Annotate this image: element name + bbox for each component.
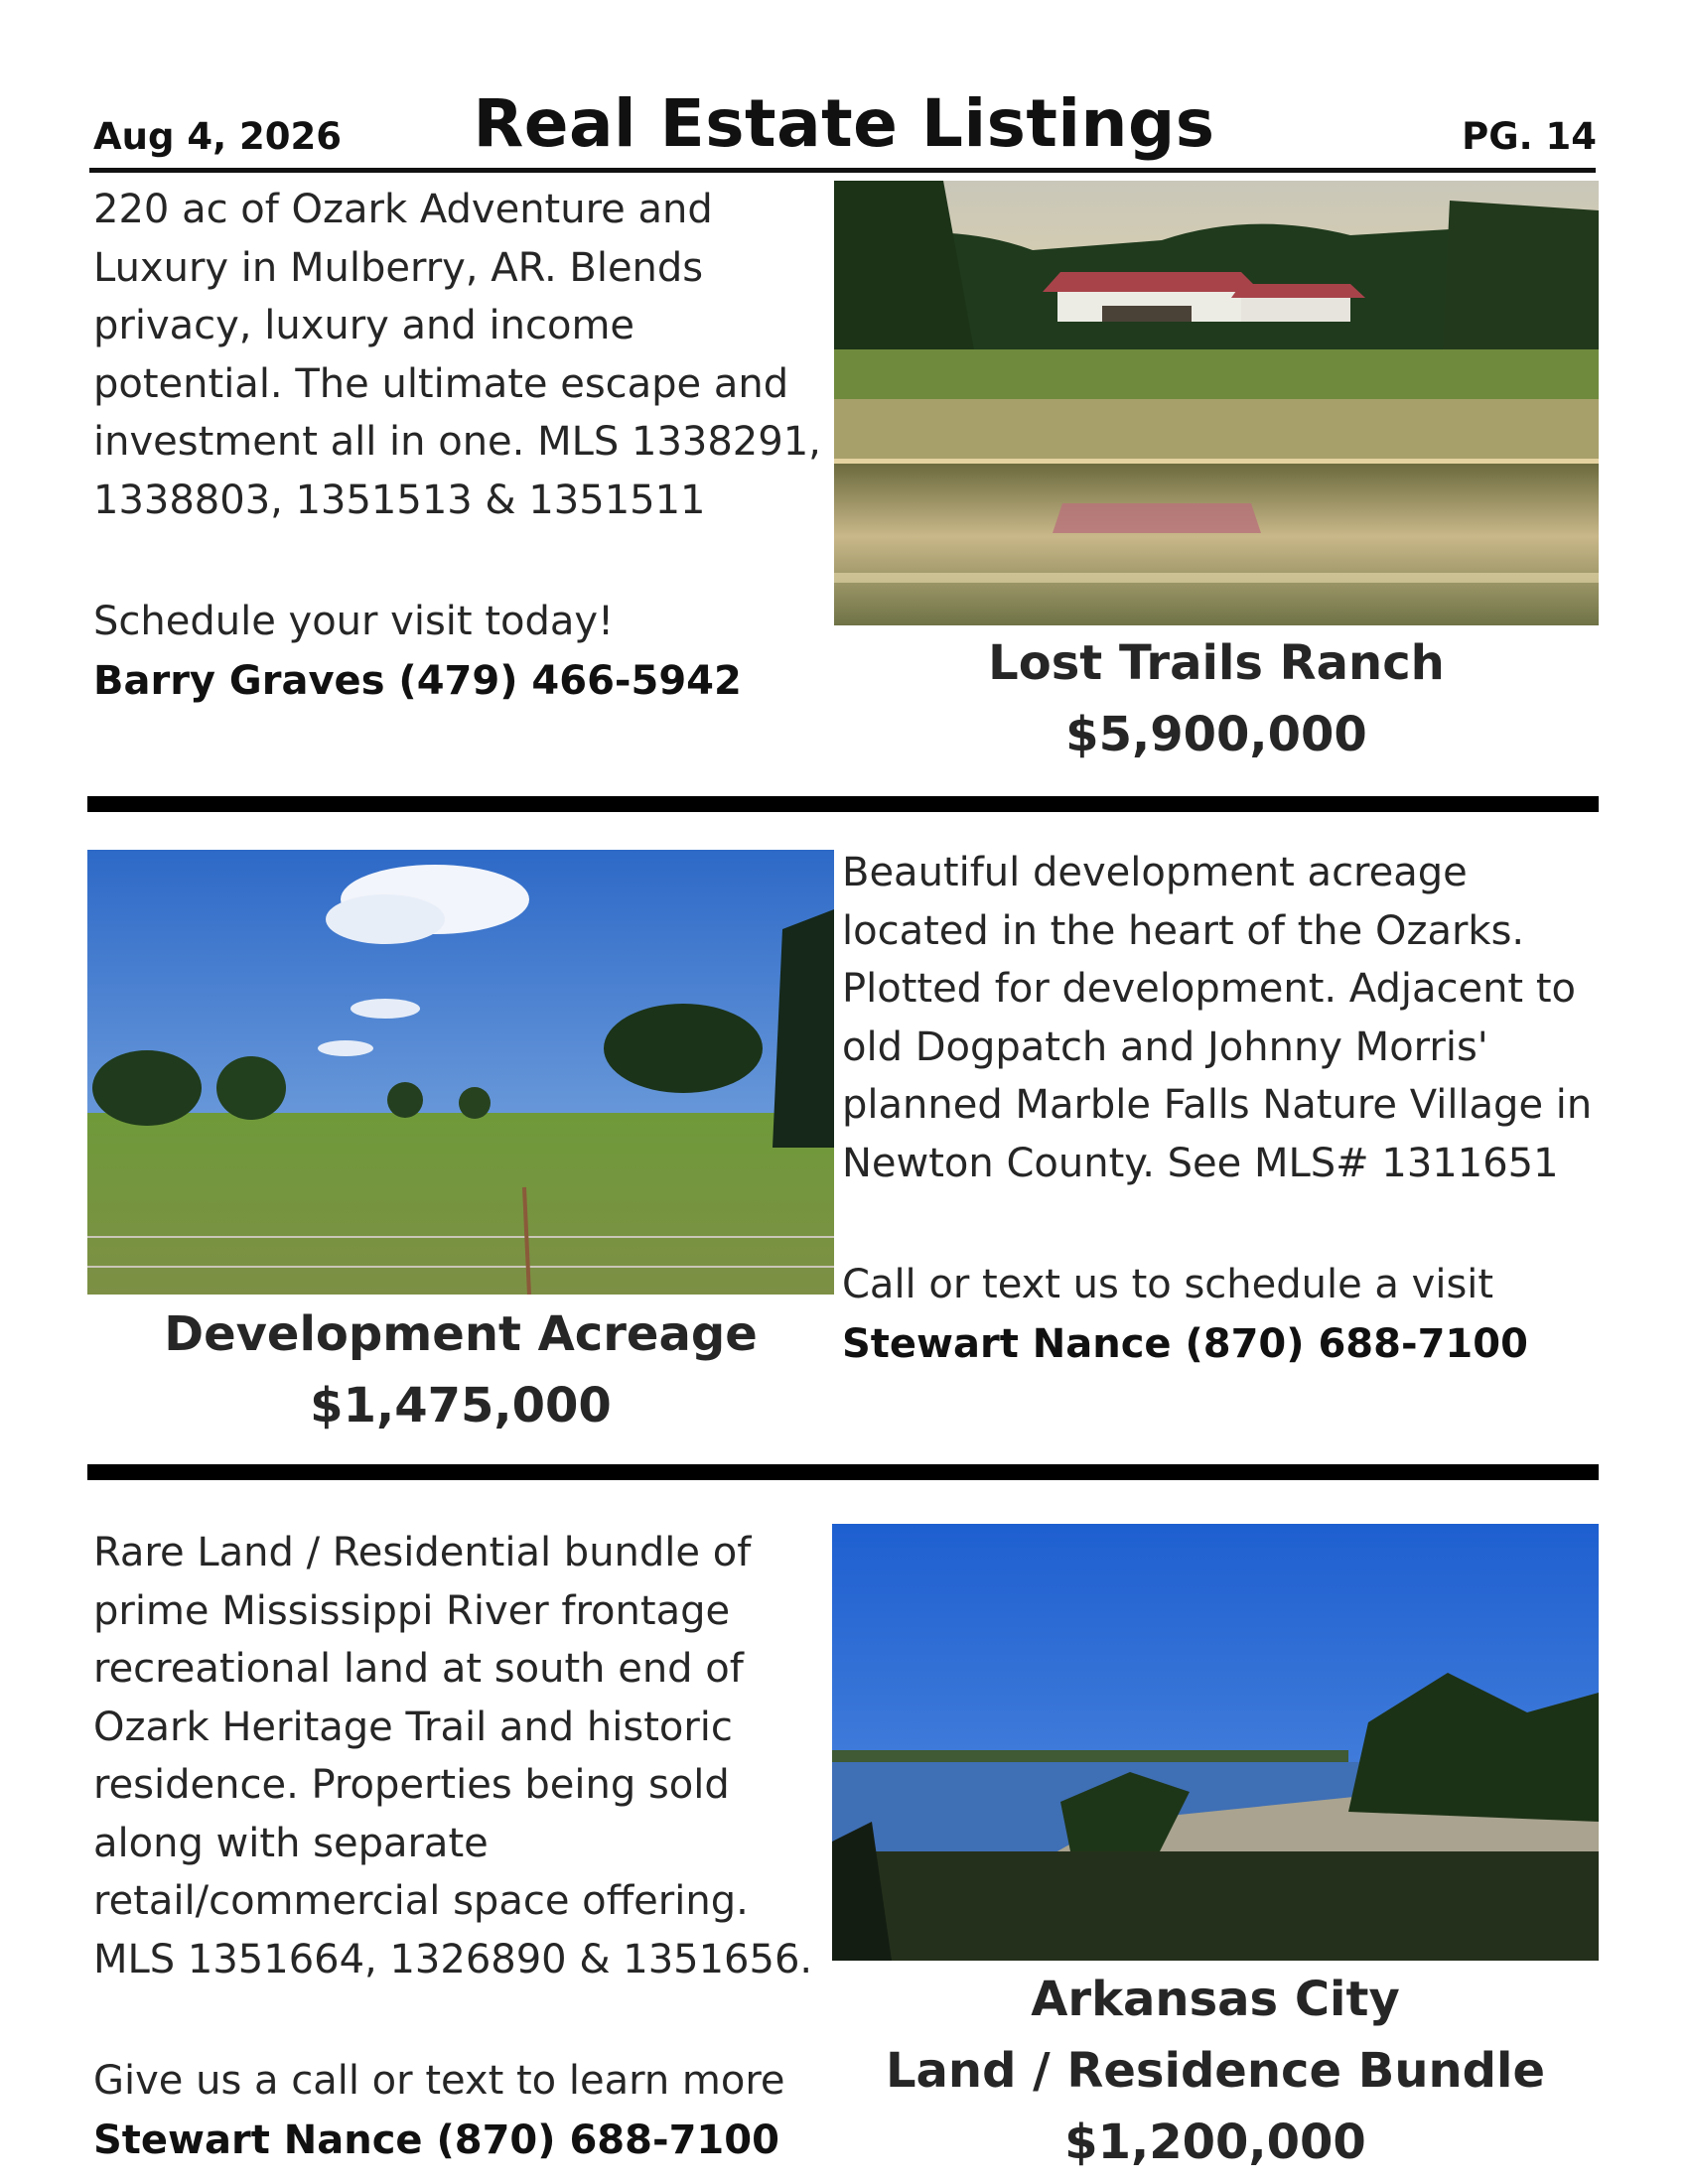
listing-price: $1,200,000 <box>1064 2115 1366 2170</box>
listing-cta: Schedule your visit today! <box>93 599 615 644</box>
page-number: PG. 14 <box>1462 115 1597 158</box>
section-divider <box>87 796 1599 812</box>
listing-name-line2: Land / Residence Bundle <box>885 2043 1546 2099</box>
listing-contact: Stewart Nance (870) 688-7100 <box>93 2116 779 2163</box>
acreage-photo <box>87 850 834 1295</box>
listing-1-text <box>93 181 828 711</box>
header-divider <box>89 168 1596 173</box>
page-title: Real Estate Listings <box>473 85 1215 162</box>
listing-name-line1: Arkansas City <box>1031 1972 1400 2027</box>
listing-name: Lost Trails Ranch <box>988 635 1445 691</box>
listing-cta: Call or text us to schedule a visit <box>842 1262 1494 1307</box>
listing-cta: Give us a call or text to learn more <box>93 2058 785 2104</box>
listing-description: Rare Land / Residential bundle of prime Mississippi River frontage recreational land at south end of Ozark Heritage Trail and historic residence. Properties being sold along with separate retail/commercial space offering. MLS 1351664, 1326890 & 1351656. <box>93 1530 813 1982</box>
listing-2-caption <box>87 1298 834 1441</box>
listing-price: $5,900,000 <box>1065 707 1367 762</box>
listing-contact: Stewart Nance (870) 688-7100 <box>842 1320 1528 1367</box>
listing-1-caption <box>834 627 1599 770</box>
listing-contact: Barry Graves (479) 466-5942 <box>93 657 742 704</box>
listing-description: Beautiful development acreage located in the heart of the Ozarks. Plotted for development. Adjacent to old Dogpatch and Johnny Morris' planned Marble Falls Nature Village in Newton County. See MLS# 1311651 <box>842 850 1593 1186</box>
issue-date: Aug 4, 2026 <box>93 115 343 158</box>
listing-price: $1,475,000 <box>310 1378 612 1433</box>
listing-3-text <box>93 1524 828 2170</box>
listing-description: 220 ac of Ozark Adventure and Luxury in Mulberry, AR. Blends privacy, luxury and income potential. The ultimate escape and investment all in one. MLS 1338291, 1338803, 1351513 & 1351511 <box>93 187 821 523</box>
river-photo <box>832 1524 1599 1961</box>
listing-name: Development Acreage <box>164 1306 758 1362</box>
ranch-photo <box>834 181 1599 625</box>
listing-2-text <box>842 844 1597 1374</box>
listing-3-caption <box>832 1964 1599 2178</box>
section-divider <box>87 1464 1599 1480</box>
